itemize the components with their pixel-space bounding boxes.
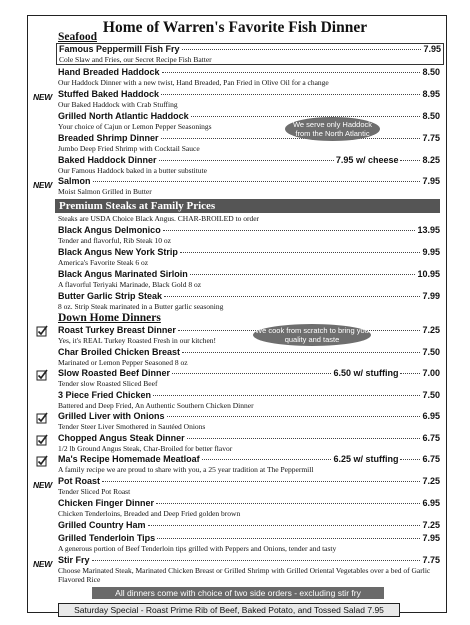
menu-item [58,155,440,175]
menu-item [58,325,440,345]
item-desc: 8 oz. Strip Steak marinated in a Butter garlic seasoning [58,302,224,311]
item-price: 7.95 [423,44,441,54]
menu-item [58,454,440,474]
item-desc: Battered and Deep Fried, An Authentic Southern Chicken Dinner [58,401,254,410]
menu-item [58,433,440,453]
checkbox-checked-icon [36,455,48,467]
menu-title: Home of Warren's Favorite Fish Dinner [102,19,368,36]
item-desc: A family recipe we are proud to share with you, a 25 year tradition at The Peppermill [58,465,314,474]
item-price: 7.99 [422,291,440,301]
item-price: 10.95 [417,269,440,279]
item-name: Butter Garlic Strip Steak [58,291,163,301]
item-desc: A flavorful Teriyaki Marinade, Black Gold 8 oz [58,280,202,289]
menu-item [58,225,440,245]
item-name: Baked Haddock Dinner [58,155,157,165]
haddock-bubble: We serve only Haddock from the North Atlantic [285,117,380,141]
item-alt-price: 6.50 w/ stuffing [333,368,399,378]
item-desc: Marinated or Lemon Pepper Seasoned 8 oz [58,358,188,367]
menu-item [58,176,440,196]
item-price: 7.50 [422,390,440,400]
new-badge: NEW [33,92,52,102]
menu-item [58,111,440,131]
menu-item [58,498,440,518]
menu-item [56,43,444,65]
item-name: Breaded Shrimp Dinner [58,133,159,143]
menu-item [58,247,440,267]
item-name: 3 Piece Fried Chicken [58,390,152,400]
item-price: 13.95 [417,225,440,235]
item-price: 7.95 [422,533,440,543]
checkbox-checked-icon [36,412,48,424]
item-desc: Tender slow Roasted Sliced Beef [58,379,158,388]
scratch-bubble: We cook from scratch to bring you quality and taste [253,324,371,346]
item-name: Slow Roasted Beef Dinner [58,368,171,378]
item-price: 6.75 [422,454,440,464]
new-badge: NEW [33,480,52,490]
item-price: 7.25 [422,325,440,335]
item-price: 7.50 [422,347,440,357]
item-name: Black Angus Delmonico [58,225,161,235]
menu-item [58,291,440,311]
menu-item [58,520,440,531]
item-price: 8.50 [422,111,440,121]
steaks-heading: Premium Steaks at Family Prices [55,199,440,213]
item-desc: 1/2 lb Ground Angus Steak, Char-Broiled for better flavor [58,444,233,453]
item-name: Black Angus New York Strip [58,247,178,257]
menu-item [58,368,440,388]
item-name: Stuffed Baked Haddock [58,89,160,99]
seafood-heading: Seafood [58,31,97,43]
item-name: Char Broiled Chicken Breast [58,347,181,357]
menu-item [58,347,440,367]
item-name: Stir Fry [58,555,90,565]
item-desc: Chicken Tenderloins, Breaded and Deep Fried golden brown [58,509,241,518]
item-name: Ma's Recipe Homemade Meatloaf [58,454,200,464]
item-desc: Choose Marinated Steak, Marinated Chicken Breast or Grilled Shrimp with Grilled Oriental Vegetables over a bed of Garlic Flavored Rice [58,566,431,584]
menu-item [58,67,440,87]
item-alt-price: 7.95 w/ cheese [335,155,399,165]
item-name: Grilled Country Ham [58,520,146,530]
item-desc: Our Famous Haddock baked in a butter substitute [58,166,207,175]
item-price: 8.95 [422,89,440,99]
item-name: Famous Peppermill Fish Fry [59,44,180,54]
menu-item [58,133,440,153]
item-desc: Tender and flavorful, Rib Steak 10 oz [58,236,171,245]
item-name: Roast Turkey Breast Dinner [58,325,176,335]
item-desc: America's Favorite Steak 6 oz [58,258,149,267]
item-name: Chopped Angus Steak Dinner [58,433,185,443]
menu-item [58,390,440,410]
menu-item [58,555,440,584]
item-desc: Jumbo Deep Fried Shrimp with Cocktail Sauce [58,144,200,153]
steaks-intro: Steaks are USDA Choice Black Angus. CHAR-BROILED to order [58,214,260,223]
sides-note: All dinners come with choice of two side orders - excluding stir fry [92,587,384,599]
item-price: 6.95 [422,498,440,508]
item-desc: Tender Sliced Pot Roast [58,487,131,496]
menu-item [58,89,440,109]
item-name: Pot Roast [58,476,101,486]
menu-item [58,411,440,431]
item-desc: Yes, it's REAL Turkey Roasted Fresh in our kitchen! [58,336,217,345]
item-price: 7.75 [422,133,440,143]
item-price: 6.95 [422,411,440,421]
menu-item [58,269,440,289]
item-price: 7.00 [422,368,440,378]
item-desc: Our Baked Haddock with Crab Stuffing [58,100,178,109]
item-name: Black Angus Marinated Sirloin [58,269,188,279]
new-badge: NEW [33,180,52,190]
item-desc: Your choice of Cajun or Lemon Pepper Seasonings [58,122,212,131]
item-price: 6.75 [422,433,440,443]
item-price: 9.95 [422,247,440,257]
item-price: 8.25 [422,155,440,165]
item-price: 7.25 [422,476,440,486]
item-price: 7.25 [422,520,440,530]
item-price: 7.95 [422,176,440,186]
item-name: Hand Breaded Haddock [58,67,160,77]
item-name: Grilled Tenderloin Tips [58,533,156,543]
menu-item [58,476,440,496]
new-badge: NEW [33,559,52,569]
item-price: 7.75 [422,555,440,565]
item-alt-price: 6.25 w/ stuffing [333,454,399,464]
item-name: Chicken Finger Dinner [58,498,155,508]
item-desc: A generous portion of Beef Tenderloin tips grilled with Peppers and Onions, tender and tasty [58,544,337,553]
item-name: Grilled Liver with Onions [58,411,165,421]
menu-item [58,533,440,553]
home-heading: Down Home Dinners [58,312,161,324]
saturday-special: Saturday Special - Roast Prime Rib of Beef, Baked Potato, and Tossed Salad 7.95 [58,603,400,617]
item-desc: Our Haddock Dinner with a new twist, Hand Breaded, Pan Fried in Olive Oil for a change [58,78,329,87]
item-desc: Tender Steer Liver Smothered in Sautéed Onions [58,422,206,431]
item-name: Salmon [58,176,91,186]
checkbox-checked-icon [36,434,48,446]
item-price: 8.50 [422,67,440,77]
item-desc: Moist Salmon Grilled in Butter [58,187,152,196]
checkbox-checked-icon [36,369,48,381]
item-desc: Cole Slaw and Fries, our Secret Recipe Fish Batter [59,55,212,64]
checkbox-checked-icon [36,325,48,337]
item-name: Grilled North Atlantic Haddock [58,111,189,121]
